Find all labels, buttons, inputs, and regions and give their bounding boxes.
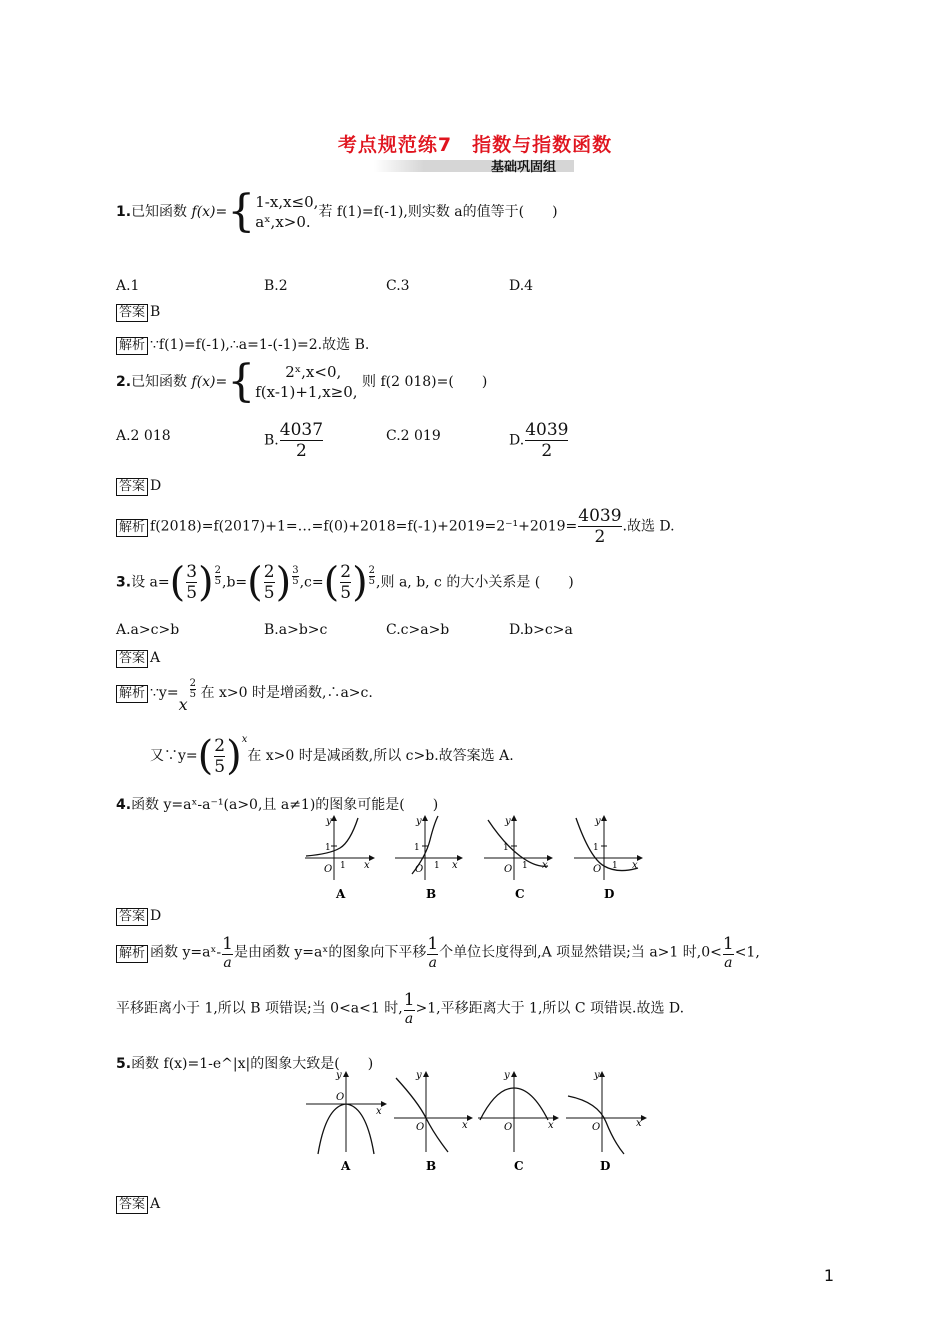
q1-analysis — [116, 334, 369, 355]
answer-tag: 答案 — [116, 304, 148, 322]
q4-frac-3 — [723, 934, 734, 971]
q4-answer — [116, 908, 161, 926]
q3-analysis1-a: ∵y= — [150, 685, 179, 701]
q3-option-c: C.c>a>b — [386, 622, 450, 638]
q2-option-d-num: 4039 — [525, 420, 569, 440]
q4-c-one: 1 — [503, 843, 509, 853]
q3-answer — [116, 650, 160, 668]
q4-a-origin: O — [324, 864, 333, 875]
q3-a-frac — [186, 562, 197, 603]
q5-c-origin: O — [504, 1122, 513, 1133]
q4-frac-2 — [427, 934, 438, 971]
question-1 — [116, 186, 558, 237]
q4-frac-4-den: a — [404, 1011, 414, 1027]
q2-option-b-prefix: B. — [264, 432, 279, 449]
q2-brace: { — [227, 356, 256, 407]
q3-analysis1-base: x — [178, 695, 188, 714]
paren-open: ( — [197, 733, 214, 779]
q4-c-xlabel: x — [542, 860, 548, 871]
paren-open: ( — [169, 559, 186, 606]
q2-option-b-num: 4037 — [279, 420, 324, 440]
q3-answer-value: A — [150, 650, 161, 666]
q3-analysis2-frac — [214, 736, 225, 777]
q4-graph-b — [395, 816, 462, 901]
q5-b-label: B — [426, 1159, 437, 1173]
q4-frac-1-den: a — [223, 955, 232, 971]
q5-answer — [116, 1196, 160, 1214]
q5-answer-value: A — [150, 1196, 161, 1212]
q5-graph-c — [478, 1070, 558, 1173]
q3-a-exp-den: 5 — [214, 576, 222, 587]
q4-d-xone: 1 — [612, 861, 618, 871]
q3-c-exp-den: 5 — [368, 576, 376, 587]
q5-graph-a — [306, 1070, 386, 1173]
q1-brace: { — [227, 186, 256, 237]
q5-d-xlabel: x — [636, 1118, 642, 1129]
q3-analysis1-power — [178, 678, 201, 714]
q3-analysis2-a: 又∵y= — [150, 748, 198, 764]
q2-analysis — [116, 506, 675, 547]
q3-stem-c: ,c= — [299, 574, 324, 591]
q2-option-b-frac — [280, 420, 323, 461]
q2-case1: 2ˣ,x<0, — [285, 363, 342, 381]
q1-case2: aˣ,x>0. — [255, 213, 311, 231]
q3-b-den: 5 — [263, 583, 275, 603]
q2-option-a: A.2 018 — [116, 428, 171, 444]
q4-answer-value: D — [150, 908, 162, 924]
q3-a-exp-num: 2 — [214, 565, 222, 576]
q4-d-ylabel: y — [595, 816, 601, 827]
q5-c-xlabel: x — [548, 1120, 554, 1131]
q3-c-exp — [369, 566, 375, 587]
paren-close: ) — [275, 559, 292, 606]
q4-a-label: A — [336, 887, 346, 901]
q3-c-frac — [340, 562, 351, 603]
q4-a-ylabel: y — [326, 816, 332, 827]
q4-c-ylabel: y — [505, 816, 511, 827]
q2-analysis-den: 2 — [594, 527, 606, 547]
q3-c-num: 2 — [340, 562, 352, 582]
q3-stem-b: ,b= — [222, 574, 248, 591]
q2-option-b-den: 2 — [295, 441, 307, 461]
q4-analysis1-c: 个单位长度得到,A 项显然错误;当 a>1 时,0< — [439, 944, 722, 961]
paren-close: ) — [352, 559, 368, 606]
q4-frac-1 — [222, 934, 233, 971]
q1-number: 1. — [116, 204, 132, 220]
q3-c-den: 5 — [340, 583, 352, 603]
paren-close: ) — [198, 559, 214, 606]
q3-b-frac — [264, 562, 275, 603]
q4-frac-4 — [404, 990, 415, 1027]
q3-option-b: B.a>b>c — [264, 622, 328, 638]
q4-b-xlabel: x — [452, 860, 458, 871]
q4-analysis1-a: 函数 y=aˣ- — [150, 944, 222, 961]
q4-b-ylabel: y — [416, 816, 422, 827]
q1-stem-a: 已知函数 — [131, 204, 192, 220]
q4-d-one: 1 — [593, 843, 599, 853]
q5-a-xlabel: x — [376, 1106, 382, 1117]
q2-analysis-b: .故选 D. — [622, 518, 675, 535]
q2-option-c: C.2 019 — [386, 428, 441, 444]
q3-c-exp-num: 2 — [368, 565, 376, 576]
q2-analysis-num: 4039 — [578, 506, 622, 526]
q4-analysis-1 — [116, 934, 760, 971]
q3-analysis1-exp — [190, 679, 196, 700]
q5-b-xlabel: x — [462, 1120, 468, 1131]
page-title: 考点规范练7 指数与指数函数 — [337, 134, 613, 156]
answer-tag: 答案 — [116, 908, 148, 926]
q4-analysis2-a: 平移距离小于 1,所以 B 项错误;当 0<a<1 时, — [116, 1000, 403, 1017]
q3-option-a: A.a>c>b — [116, 622, 180, 638]
q1-fx: f(x)= — [191, 204, 228, 220]
q5-number: 5. — [116, 1056, 132, 1072]
q2-answer — [116, 478, 161, 496]
analysis-tag: 解析 — [116, 685, 148, 703]
q3-b-num: 2 — [263, 562, 275, 582]
q4-c-label: C — [515, 887, 525, 901]
q4-frac-4-num: 1 — [403, 990, 415, 1010]
q4-graph-d — [574, 816, 642, 901]
answer-tag: 答案 — [116, 1196, 148, 1214]
q4-c-xone: 1 — [522, 861, 528, 871]
q4-b-one: 1 — [414, 843, 420, 853]
q1-option-d: D.4 — [509, 278, 534, 294]
q2-analysis-a: f(2018)=f(2017)+1=…=f(0)+2018=f(-1)+2019=2⁻¹+2019= — [150, 518, 578, 535]
q3-b-exp-den: 5 — [292, 576, 299, 587]
q5-stem: 函数 f(x)=1-e^|x|的图象大致是( ) — [131, 1056, 374, 1072]
q2-option-d — [509, 420, 569, 461]
question-2 — [116, 356, 488, 407]
q1-answer-value: B — [150, 304, 161, 320]
q3-stem-d: ,则 a, b, c 的大小关系是 ( ) — [376, 574, 574, 591]
q4-number: 4. — [116, 797, 132, 813]
q4-graphs — [300, 810, 660, 905]
q4-b-origin: O — [415, 864, 424, 875]
section-subtitle: 基础巩固组 — [491, 160, 557, 175]
q3-b-exp — [292, 566, 298, 587]
q3-analysis-2 — [150, 734, 514, 777]
q2-option-d-den: 2 — [541, 441, 553, 461]
paren-open: ( — [323, 559, 340, 606]
q2-case2: f(x-1)+1,x≥0, — [255, 383, 358, 401]
q4-d-origin: O — [593, 864, 602, 875]
q5-a-ylabel: y — [336, 1070, 342, 1081]
q3-analysis-1 — [116, 678, 373, 714]
q3-analysis1-exp-den: 5 — [189, 689, 196, 700]
q2-number: 2. — [116, 374, 132, 390]
q4-c-origin: O — [504, 864, 513, 875]
q3-analysis1-b: 在 x>0 时是增函数,∴a>c. — [200, 685, 373, 701]
q2-stem-a: 已知函数 — [131, 374, 192, 390]
q5-d-origin: O — [592, 1122, 601, 1133]
q5-graph-d — [566, 1070, 646, 1173]
answer-tag: 答案 — [116, 650, 148, 668]
q1-cases — [255, 192, 318, 232]
q1-case1: 1-x,x≤0, — [255, 193, 319, 211]
q3-a-num: 3 — [186, 562, 198, 582]
paren-open: ( — [247, 559, 263, 606]
q3-stem-a: 设 a= — [131, 574, 170, 591]
q4-frac-2-num: 1 — [427, 934, 439, 954]
q1-option-b: B.2 — [264, 278, 288, 294]
q4-a-xlabel: x — [364, 860, 370, 871]
analysis-tag: 解析 — [116, 945, 148, 963]
q4-a-xone: 1 — [340, 861, 346, 871]
q1-option-c: C.3 — [386, 278, 410, 294]
question-3 — [116, 559, 574, 606]
q5-c-label: C — [514, 1159, 524, 1173]
q3-analysis2-den: 5 — [214, 756, 226, 777]
q4-a-one: 1 — [325, 843, 331, 853]
q3-a-exp — [215, 566, 221, 587]
q4-analysis1-b: 是由函数 y=aˣ的图象向下平移 — [233, 944, 427, 961]
q3-analysis2-exp: x — [241, 734, 248, 745]
q2-option-d-prefix: D. — [509, 432, 525, 449]
q4-frac-3-num: 1 — [722, 934, 734, 954]
q2-option-d-frac — [525, 420, 568, 461]
q2-option-b — [264, 420, 324, 461]
q2-stem-b: 则 f(2 018)=( ) — [362, 374, 488, 390]
q3-number: 3. — [116, 574, 132, 591]
q5-graph-b — [394, 1070, 472, 1173]
q2-cases — [255, 362, 357, 402]
q3-analysis2-b: 在 x>0 时是减函数,所以 c>b.故答案选 A. — [247, 748, 514, 764]
q4-analysis-2 — [116, 990, 684, 1027]
q3-b-exp-num: 3 — [292, 565, 299, 576]
q3-analysis1-exp-num: 2 — [189, 678, 196, 689]
answer-tag: 答案 — [116, 478, 148, 496]
q3-option-d: D.b>c>a — [509, 622, 573, 638]
q3-analysis2-num: 2 — [214, 735, 226, 756]
q4-analysis2-b: >1,平移距离大于 1,所以 C 项错误.故选 D. — [415, 1000, 685, 1017]
q4-b-xone: 1 — [434, 861, 440, 871]
q5-c-ylabel: y — [504, 1070, 510, 1081]
q4-d-label: D — [604, 887, 615, 901]
q1-answer — [116, 304, 160, 322]
q4-analysis1-d: <1, — [734, 944, 760, 961]
q4-stem: 函数 y=aˣ-a⁻¹(a>0,且 a≠1)的图象可能是( ) — [131, 797, 439, 813]
q5-a-origin: O — [336, 1092, 345, 1103]
q5-graphs — [300, 1068, 660, 1176]
q1-stem-b: 若 f(1)=f(-1),则实数 a的值等于( ) — [318, 204, 558, 220]
q1-analysis-text: ∵f(1)=f(-1),∴a=1-(-1)=2.故选 B. — [150, 337, 370, 353]
q5-b-origin: O — [416, 1122, 425, 1133]
q4-graph-c — [484, 816, 552, 901]
q5-d-label: D — [600, 1159, 611, 1173]
q4-graph-a — [305, 816, 374, 901]
analysis-tag: 解析 — [116, 519, 148, 537]
q4-d-xlabel: x — [632, 860, 638, 871]
q5-a-label: A — [341, 1159, 351, 1173]
q4-frac-2-den: a — [428, 955, 437, 971]
q2-fx: f(x)= — [191, 374, 228, 390]
q4-frac-1-num: 1 — [222, 934, 233, 954]
q5-d-ylabel: y — [594, 1070, 600, 1081]
q2-analysis-frac — [578, 506, 621, 547]
q2-answer-value: D — [150, 478, 162, 494]
q4-frac-3-den: a — [724, 955, 733, 971]
page-number: 1 — [823, 1266, 834, 1285]
q5-b-ylabel: y — [416, 1070, 422, 1081]
q3-a-den: 5 — [186, 583, 198, 603]
q4-b-label: B — [426, 887, 437, 901]
analysis-tag: 解析 — [116, 337, 148, 355]
paren-close: ) — [226, 733, 242, 779]
q1-option-a: A.1 — [116, 278, 140, 294]
